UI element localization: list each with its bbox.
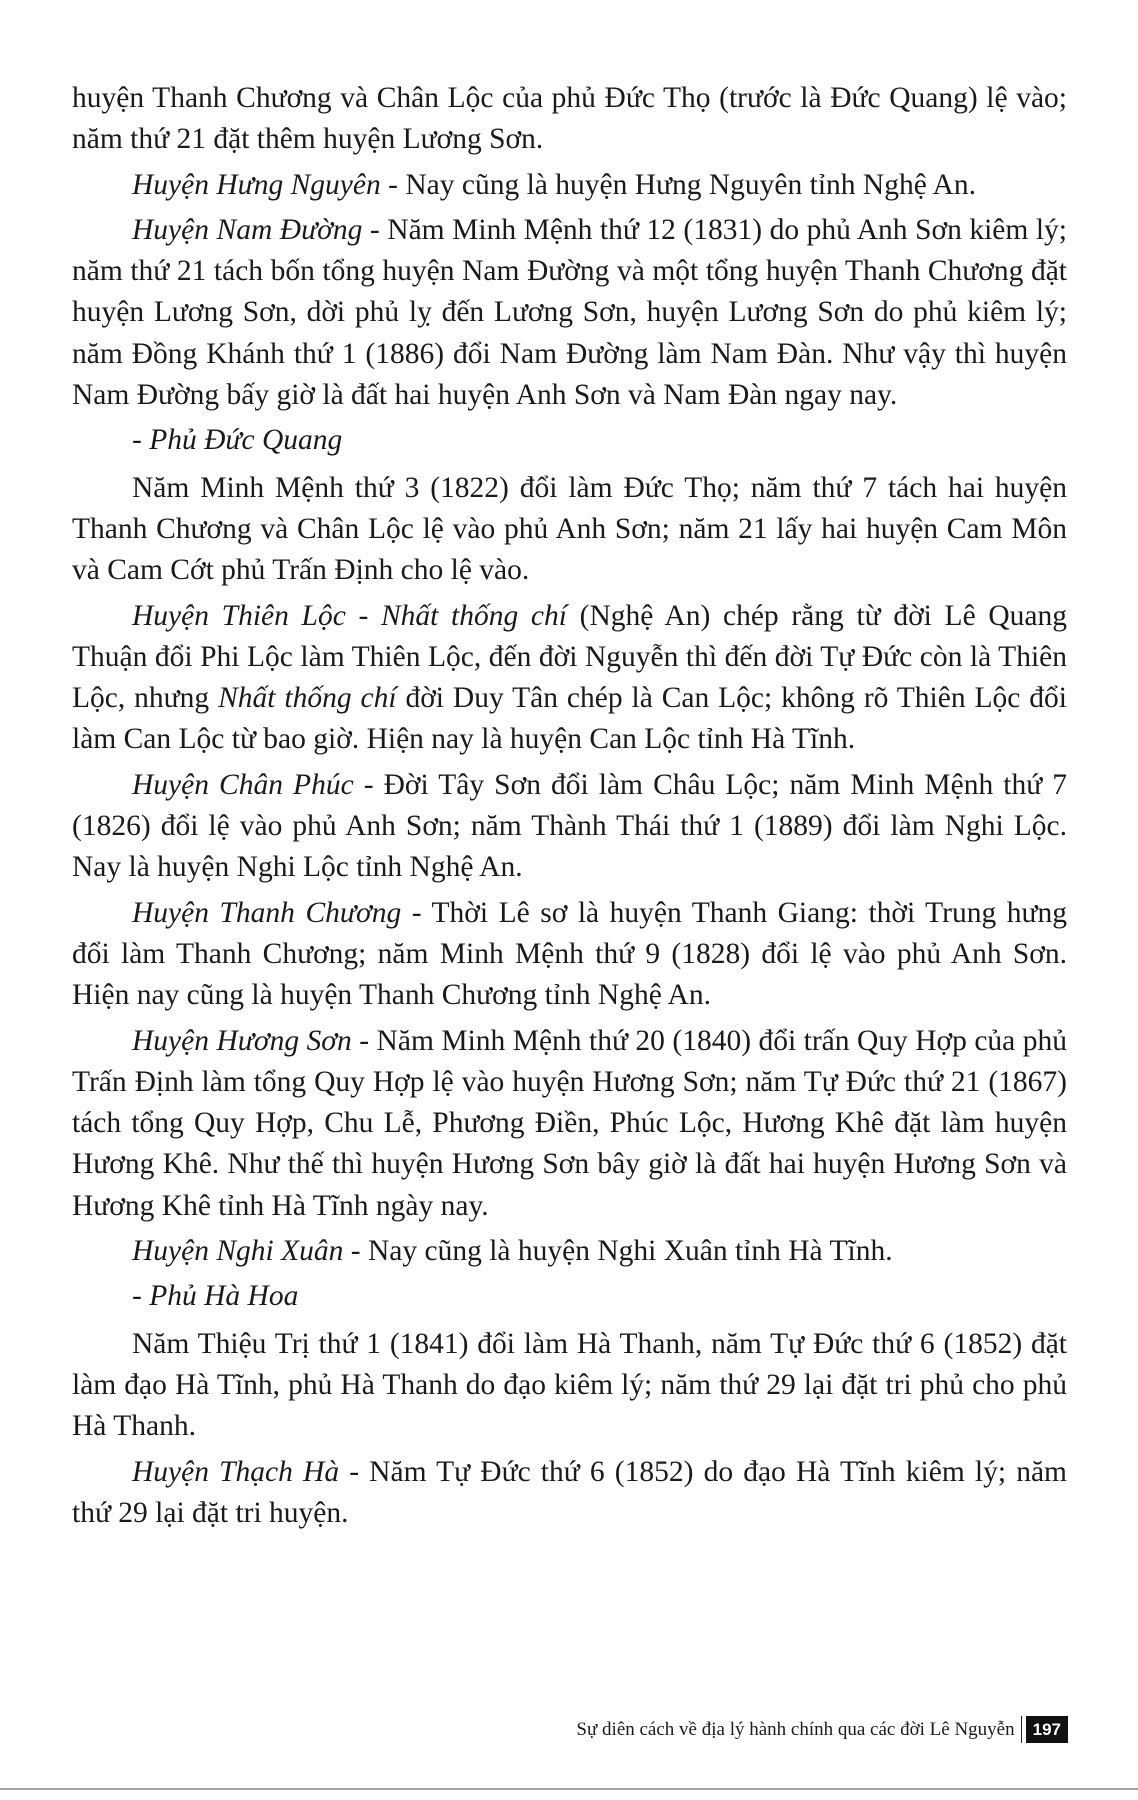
paragraph (72, 468, 1067, 592)
italic-term: Huyện Hưng Nguyên (132, 168, 381, 201)
paragraph (72, 1452, 1067, 1535)
text-run: - Nay cũng là huyện Nghi Xuân tỉnh Hà Tĩnh. (343, 1235, 893, 1268)
text-run: huyện Thanh Chương và Chân Lộc của phủ Đức Thọ (trước là Đức Quang) lệ vào; năm thứ 21 đặt thêm huyện Lương Sơn. (72, 82, 1067, 156)
text-run: - Nay cũng là huyện Hưng Nguyên tỉnh Nghệ An. (380, 168, 976, 201)
running-footer (576, 1716, 1068, 1743)
text-run: (Nghệ An) chép rằng từ đời Lê Quang Thuận đổi Phi Lộc làm Thiên Lộc, đến đời Nguyễn thì đến đời Tự Đức còn là Thiên Lộc, nhưng (72, 599, 1067, 715)
italic-term: Huyện Chân Phúc (132, 768, 354, 801)
paragraph (72, 765, 1067, 889)
text-run: đời Duy Tân chép là Can Lộc; không rõ Thiên Lộc đổi làm Can Lộc từ bao giờ. Hiện nay là huyện Can Lộc tỉnh Hà Tĩnh. (72, 682, 1067, 756)
paragraph (72, 1021, 1067, 1227)
paragraph (72, 78, 1067, 161)
paragraph (72, 1324, 1067, 1448)
text-run: Năm Minh Mệnh thứ 3 (1822) đổi làm Đức Thọ; năm thứ 7 tách hai huyện Thanh Chương và Chân Lộc lệ vào phủ Anh Sơn; năm 21 lấy hai huyện Cam Môn và Cam Cớt phủ Trấn Định cho lệ vào. (72, 471, 1067, 587)
text-run: - Năm Minh Mệnh thứ 12 (1831) do phủ Anh Sơn kiêm lý; năm thứ 21 tách bốn tổng huyện Nam Đường và một tổng huyện Thanh Chương đặt huyện Lương Sơn, dời phủ lỵ đến Lương Sơn, huyện Lương Sơn do phủ kiêm lý; năm Đồng Khánh thứ 1 (1886) đổi Nam Đường làm Nam Đàn. Như vậy thì huyện Nam Đường bấy giờ là đất hai huyện Anh Sơn và Nam Đàn ngay nay. (72, 213, 1068, 412)
page-number: 197 (1026, 1716, 1068, 1743)
text-run: Năm Thiệu Trị thứ 1 (1841) đổi làm Hà Thanh, năm Tự Đức thứ 6 (1852) đặt làm đạo Hà Tĩnh, phủ Hà Thanh do đạo kiêm lý; năm thứ 29 lại đặt tri phủ cho phủ Hà Thanh. (72, 1327, 1067, 1443)
footer-book-title: Sự diên cách về địa lý hành chính qua các đời Lê Nguyễn (576, 1716, 1021, 1743)
text-run: - Thời Lê sơ là huyện Thanh Giang: thời Trung hưng đổi làm Thanh Chương; năm Minh Mệnh thứ 9 (1828) đổi lệ vào phủ Anh Sơn. Hiện nay cũng là huyện Thanh Chương tỉnh Nghệ An. (72, 896, 1067, 1012)
paragraph (72, 1231, 1067, 1272)
text-run: - Năm Tự Đức thứ 6 (1852) do đạo Hà Tĩnh kiêm lý; năm thứ 29 lại đặt tri huyện. (72, 1455, 1067, 1529)
italic-term: - Phủ Hà Hoa (132, 1280, 299, 1313)
italic-term: Nhất thống chí (218, 682, 397, 715)
paragraph (72, 893, 1067, 1017)
scan-edge-line (0, 1788, 1138, 1790)
page-body (72, 78, 1067, 1538)
section-heading (132, 1276, 1067, 1317)
italic-term: Huyện Nam Đường (132, 213, 363, 246)
italic-term: Huyện Thạch Hà (132, 1455, 340, 1488)
italic-term: - Phủ Đức Quang (132, 424, 343, 457)
paragraph (72, 165, 1067, 206)
section-heading (132, 420, 1067, 461)
italic-term: Huyện Nghi Xuân (132, 1235, 344, 1268)
italic-term: Huyện Thanh Chương (132, 896, 402, 929)
text-run: - Đời Tây Sơn đổi làm Châu Lộc; năm Minh Mệnh thứ 7 (1826) đổi lệ vào phủ Anh Sơn; năm Thành Thái thứ 1 (1889) đổi làm Nghi Lộc. Nay là huyện Nghi Lộc tỉnh Nghệ An. (72, 768, 1068, 884)
italic-term: Huyện Thiên Lộc - Nhất thống chí (132, 599, 567, 632)
italic-term: Huyện Hương Sơn (132, 1024, 352, 1057)
paragraph (72, 210, 1067, 416)
paragraph (72, 596, 1067, 761)
text-run: - Năm Minh Mệnh thứ 20 (1840) đổi trấn Quy Hợp của phủ Trấn Định làm tổng Quy Hợp lệ vào huyện Hương Sơn; năm Tự Đức thứ 21 (1867) tách tổng Quy Hợp, Chu Lễ, Phương Điền, Phúc Lộc, Hương Khê đặt làm huyện Hương Khê. Như thế thì huyện Hương Sơn bây giờ là đất hai huyện Hương Sơn và Hương Khê tỉnh Hà Tĩnh ngày nay. (72, 1024, 1067, 1222)
